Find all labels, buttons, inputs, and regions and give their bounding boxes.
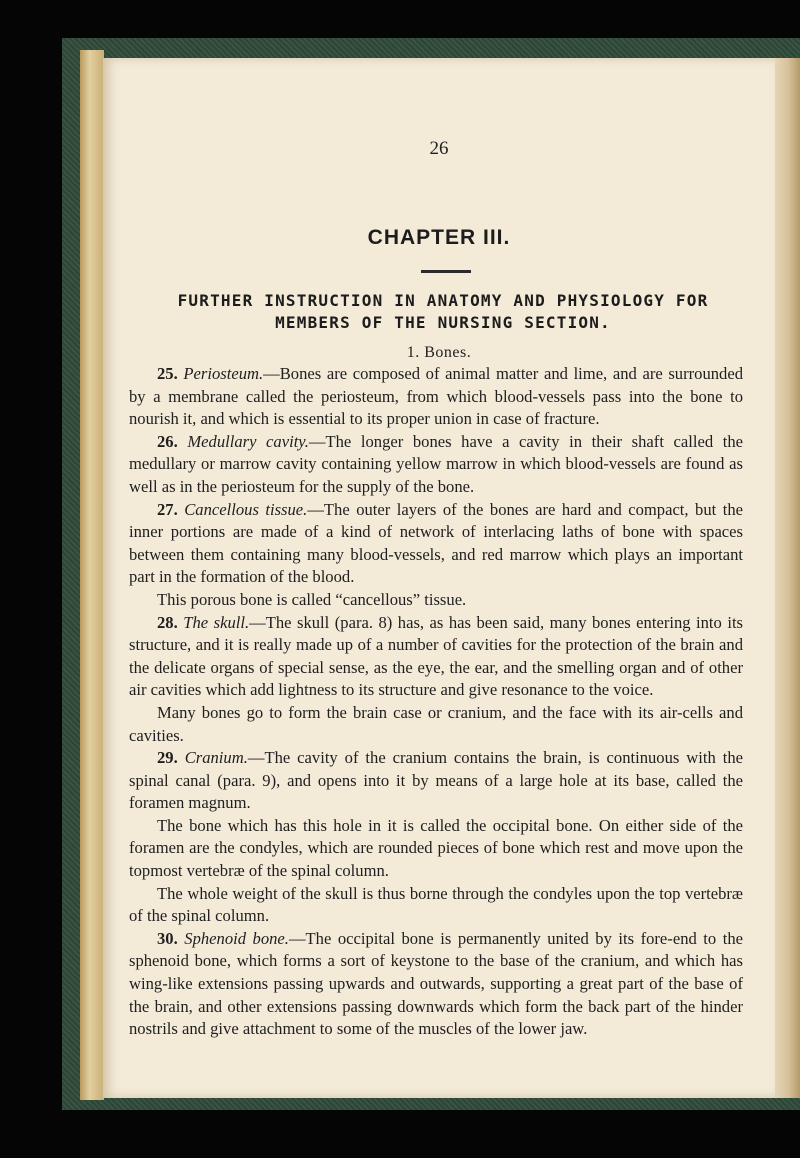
section-heading: 1. Bones.	[406, 344, 472, 361]
paragraph-number: 28.	[157, 612, 178, 632]
paragraph-text: —The outer layers of the bones are hard and compact, but the inner portions are made of a kind of network of interlacing laths of bone with spaces between them containing many blood-vessels, and red marrow which plays an important part in the formation of the blood.	[129, 499, 743, 587]
paragraph-text: —The skull (para. 8) has, as has been said, many bones entering into its structure, and it is really made up of a number of cavities for the protection of the brain and the delicate organs of special sense, as the eye, the ear, and the smelling organ and of other air cavities which add lightness to its structure and give resonance to the voice.	[129, 612, 744, 700]
book-spine-gutter	[80, 50, 104, 1100]
paragraph-number: 27.	[157, 499, 178, 519]
body-text	[129, 363, 743, 1041]
paragraph-title: Cranium.	[184, 748, 248, 768]
paragraph	[129, 883, 743, 928]
paragraph-number: 29.	[157, 748, 178, 768]
paragraph	[129, 928, 743, 1041]
paragraph-title: The skull.	[183, 612, 250, 632]
paragraph-title: Cancellous tissue.	[184, 499, 308, 519]
decorative-rule	[421, 270, 471, 273]
chapter-subtitle: FURTHER INSTRUCTION IN ANATOMY AND PHYSIOLOGY FOR MEMBERS OF THE NURSING SECTION.	[177, 291, 709, 332]
paragraph	[129, 431, 743, 499]
paragraph-text: —The cavity of the cranium contains the brain, is continuous with the spinal canal (para. 9), and opens into it by means of a large hole at its base, called the foramen magnum.	[129, 748, 743, 813]
paragraph-title: Medullary cavity.	[187, 431, 309, 451]
paragraph-text: The bone which has this hole in it is called the occipital bone. On either side of the foramen are the condyles, which are rounded pieces of bone which rest and move upon the topmost vertebræ of the spinal column.	[129, 815, 743, 881]
paragraph	[129, 499, 743, 589]
paragraph-number: 26.	[157, 431, 178, 451]
paragraph	[129, 612, 743, 702]
paragraph	[129, 363, 743, 431]
paragraph-text: —The longer bones have a cavity in their shaft called the medullary or marrow cavity containing yellow marrow in which blood-vessels are found as well as in the periosteum for the supply of the bone.	[129, 431, 743, 496]
paragraph-text: —Bones are composed of animal matter and lime, and are surrounded by a membrane called the periosteum, from which blood-vessels pass into the bone to nourish it, and which is essential to its proper union in case of fracture.	[129, 364, 744, 429]
page-number: 26	[429, 138, 449, 159]
paragraph-text: This porous bone is called “cancellous” tissue.	[157, 589, 467, 609]
paragraph-text: The whole weight of the skull is thus borne through the condyles upon the top vertebræ of the spinal column.	[129, 883, 743, 926]
paragraph-text: Many bones go to form the brain case or cranium, and the face with its air-cells and cavities.	[129, 702, 743, 745]
paragraph	[129, 702, 743, 747]
paragraph-number: 30.	[157, 928, 178, 948]
paragraph	[129, 747, 743, 815]
book-page	[103, 58, 775, 1098]
paragraph	[129, 589, 743, 612]
paragraph-text: —The occipital bone is permanently united by its fore-end to the sphenoid bone, which forms a sort of keystone to the base of the cranium, and which has wing-like extensions passing upwards and outwards, supporting a great part of the base of the brain, and other extensions passing downwards which form the back part of the hinder nostrils and give attachment to some of the muscles of the lower jaw.	[129, 928, 743, 1039]
chapter-title: CHAPTER III.	[367, 226, 511, 249]
paragraph	[129, 815, 743, 883]
paragraph-number: 25.	[157, 364, 178, 383]
paragraph-title: Periosteum.	[183, 364, 264, 383]
paragraph-title: Sphenoid bone.	[184, 928, 289, 948]
